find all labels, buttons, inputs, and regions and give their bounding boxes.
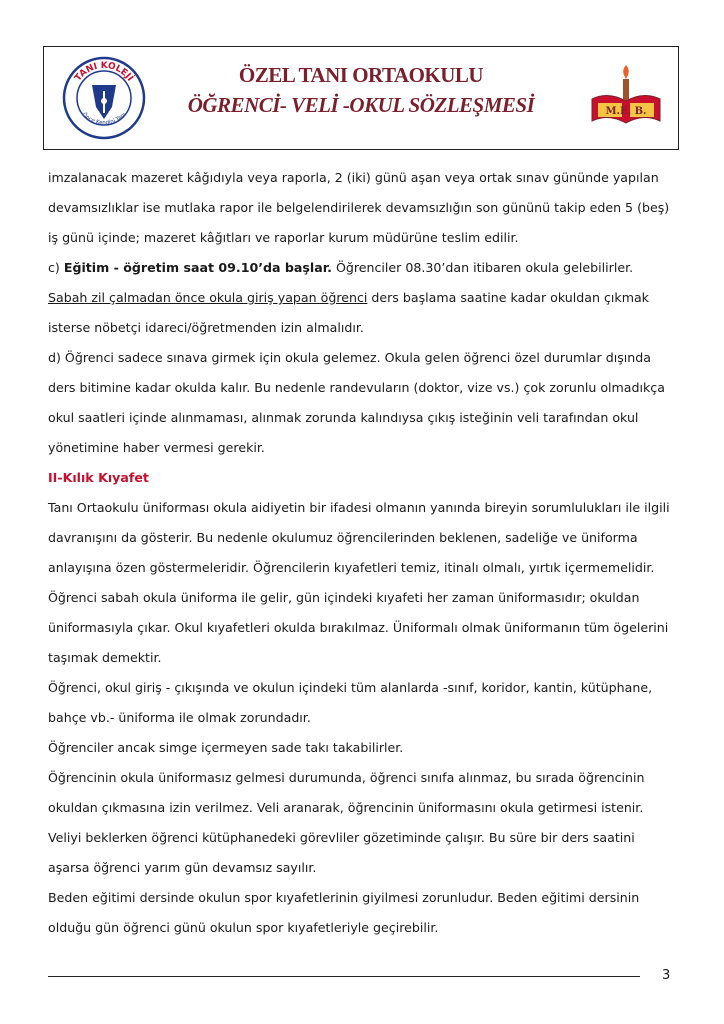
svg-text:TANI KOLEJİ: TANI KOLEJİ bbox=[73, 60, 135, 84]
section-title-dress-code: II-Kılık Kıyafet bbox=[48, 470, 149, 485]
paragraph-exam-attendance: d) Öğrenci sadece sınava girmek için okula gelemez. Okula gelen öğrenci özel durumlar dışında ders bitimine kadar okulda kalır. Bu nedenle randevuların (doktor, vize vs.) çok zorunlu olmadıkça okul saatleri içinde alınmaması, alınmak zorunda kalındıysa çıkış isteğinin veli tarafından okul yönetimine haber vermesi gerekir. bbox=[48, 350, 665, 455]
arrival-time-text: Öğrenciler 08.30’dan itibaren okula gelebilirler. bbox=[331, 260, 634, 275]
document-header bbox=[43, 46, 679, 150]
svg-text:M.E. B.: M.E. B. bbox=[605, 106, 647, 117]
paragraph-uniform-areas: Öğrenci, okul giriş - çıkışında ve okulun içindeki tüm alanlarda -sınıf, koridor, kantin, kütüphane, bahçe vb.- üniforma ile olmak zorundadır. bbox=[48, 680, 653, 725]
meb-logo bbox=[588, 61, 664, 129]
footer-divider bbox=[48, 976, 640, 977]
leave-permission-text: ders başlama saatine kadar okuldan çıkmak isterse nöbetçi idareci/öğretmenden izin almalıdır. bbox=[48, 290, 649, 335]
school-start-time: Eğitim - öğretim saat 09.10’da başlar. bbox=[63, 260, 332, 275]
svg-text:Önce Kendini Tanı: Önce Kendini Tanı bbox=[80, 111, 128, 127]
paragraph-uniform-intro: Tanı Ortaokulu üniforması okula aidiyetin bir ifadesi olmanın yanında bireyin sorumlulukları ile ilgili davranışını da gösterir. Bu nedenle okulumuz öğrencilerinden beklenen, sadeliğe ve üniforma anlayışına özen göstermeleridir. Öğrencilerin kıyafetleri temiz, itinalı olmalı, yırtık içermemelidir. Öğrenci sabah okula üniforma ile gelir, gün içindeki kıyafeti her zaman üniformasıdır; okuldan üniformasıyla çıkar. Okul kıyafetleri okulda bırakılmaz. Üniformalı olmak üniformanın tüm ögelerini taşımak demektir. bbox=[48, 500, 670, 665]
page-number: 3 bbox=[662, 968, 671, 983]
underlined-early-entry: Sabah zil çalmadan önce okula giriş yapan öğrenci bbox=[48, 290, 368, 305]
document-body bbox=[48, 163, 676, 943]
school-name: ÖZEL TANI ORTAOKULU bbox=[238, 63, 484, 87]
item-marker-c: c) bbox=[48, 260, 64, 275]
paragraph-jewelry: Öğrenciler ancak simge içermeyen sade takı takabilirler. bbox=[48, 740, 404, 755]
paragraph-absence-reports: imzalanacak mazeret kâğıdıyla veya raporla, 2 (iki) günü aşan veya ortak sınav gününde yapılan devamsızlıklar ise mutlaka rapor ile belgelendirilerek devamsızlığın son gününü takip eden 5 (beş) iş günü içinde; mazeret kâğıtları ve raporlar kurum müdürüne teslim edilir. bbox=[48, 170, 670, 245]
paragraph-school-hours bbox=[48, 253, 676, 343]
paragraph-pe-clothing: Beden eğitimi dersinde okulun spor kıyafetlerinin giyilmesi zorunludur. Beden eğitimi dersinin olduğu gün öğrenci günü okulun spor kıyafetleriyle geçirebilir. bbox=[48, 890, 640, 935]
paragraph-no-uniform: Öğrencinin okula üniformasız gelmesi durumunda, öğrenci sınıfa alınmaz, bu sırada öğrencinin okuldan çıkmasına izin verilmez. Veli aranarak, öğrencinin üniformasını okula getirmesi istenir. Veliyi beklerken öğrenci kütüphanedeki görevliler gözetiminde çalışır. Bu süre bir ders saatini aşarsa öğrenci yarım gün devamsız sayılır. bbox=[48, 770, 645, 875]
document-title: ÖĞRENCİ- VELİ -OKUL SÖZLEŞMESİ bbox=[187, 93, 535, 117]
